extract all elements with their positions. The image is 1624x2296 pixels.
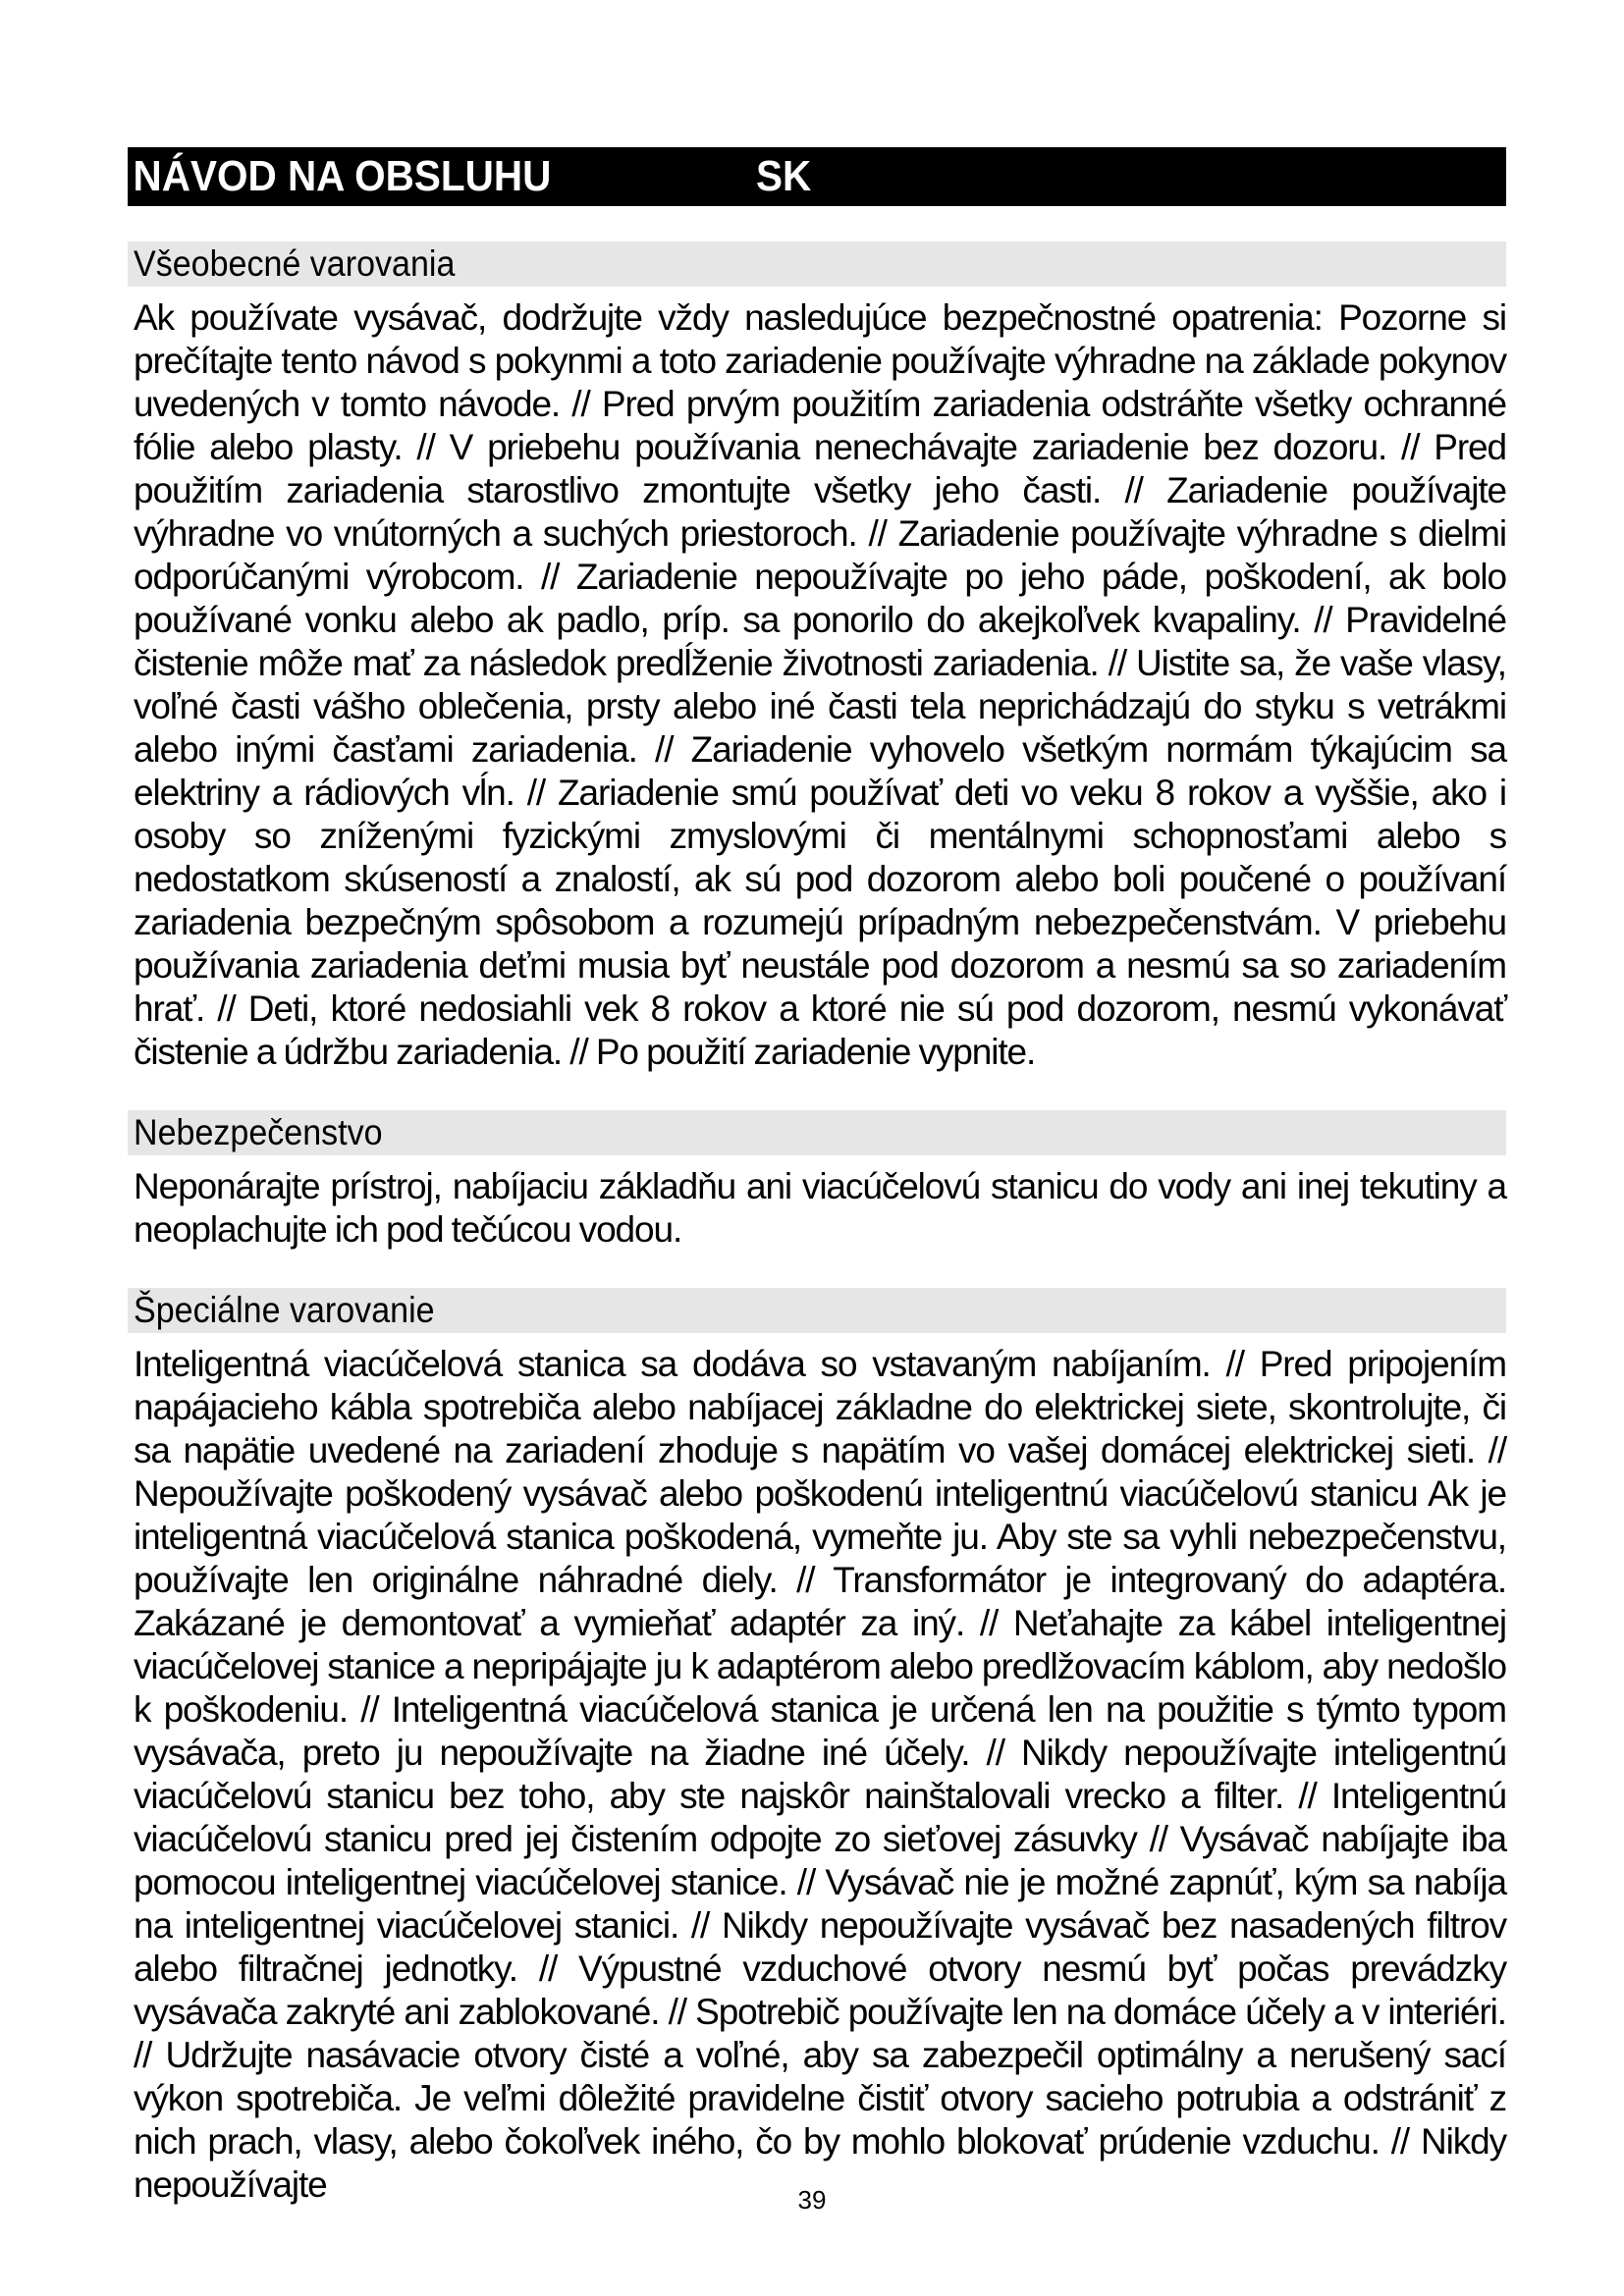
- section-body-general-warnings: Ak používate vysávač, dodržujte vždy nasledujúce bezpečnostné opatrenia: Pozorne si prečítajte tento návod s pokynmi a toto zariadenie používajte výhradne na základe pokynov uvedených v tomto návode. // Pred prvým použitím zariadenia odstráňte všetky ochranné fólie alebo plasty. // V priebehu používania nenechávajte zariadenie bez dozoru. // Pred použitím zariadenia starostlivo zmontujte všetky jeho časti. // Zariadenie používajte výhradne vo vnútorných a suchých priestoroch. // Zariadenie používajte výhradne s dielmi odporúčanými výrobcom. // Zariadenie nepoužívajte po jeho páde, poškodení, ak bolo používané vonku alebo ak padlo, príp. sa ponorilo do akejkoľvek kvapaliny. // Pravidelné čistenie môže mať za následok predĺženie životnosti zariadenia. // Uistite sa, že vaše vlasy, voľné časti vášho oblečenia, prsty alebo iné časti tela neprichádzajú do styku s vetrákmi alebo inými časťami zariadenia. // Zariadenie vyhovelo všetkým normám týkajúcim sa elektriny a rádiových vĺn. // Zariadenie smú používať deti vo veku 8 rokov a vyššie, ako i osoby so zníženými fyzickými zmyslovými či mentálnymi schopnosťami alebo s nedostatkom skúseností a znalostí, ak sú pod dozorom alebo boli poučené o používaní zariadenia bezpečným spôsobom a rozumejú prípadným nebezpečenstvám. V priebehu používania zariadenia deťmi musia byť neustále pod dozorom a nesmú sa so zariadením hrať. // Deti, ktoré nedosiahli vek 8 rokov a ktoré nie sú pod dozorom, nesmú vykonávať čistenie a údržbu zariadenia. // Po použití zariadenie vypnite.: [134, 297, 1506, 1072]
- section-heading-text: Nebezpečenstvo: [134, 1112, 383, 1152]
- language-code: SK: [756, 152, 812, 200]
- section-body-special-warning: Inteligentná viacúčelová stanica sa dodáva so vstavaným nabíjaním. // Pred pripojením napájacieho kábla spotrebiča alebo nabíjacej základne do elektrickej siete, skontrolujte, či sa napätie uvedené na zariadení zhoduje s napätím vo vašej domácej elektrickej sieti. // Nepoužívajte poškodený vysávač alebo poškodenú inteligentnú viacúčelovú stanicu Ak je inteligentná viacúčelová stanica poškodená, vymeňte ju. Aby ste sa vyhli nebezpečenstvu, používajte len originálne náhradné diely. // Transformátor je integrovaný do adaptéra. Zakázané je demontovať a vymieňať adaptér za iný. // Neťahajte za kábel inteligentnej viacúčelovej stanice a nepripájajte ju k adaptérom alebo predlžovacím káblom, aby nedošlo k poškodeniu. // Inteligentná viacúčelová stanica je určená len na použitie s týmto typom vysávača, preto ju nepoužívajte na žiadne iné účely. // Nikdy nepoužívajte inteligentnú viacúčelovú stanicu bez toho, aby ste najskôr nainštalovali vrecko a filter. // Inteligentnú viacúčelovú stanicu pred jej čistením odpojte zo sieťovej zásuvky // Vysávač nabíjajte iba pomocou inteligentnej viacúčelovej stanice. // Vysávač nie je možné zapnúť, kým sa nabíja na inteligentnej viacúčelovej stanici. // Nikdy nepoužívajte vysávač bez nasadených filtrov alebo filtračnej jednotky. // Výpustné vzduchové otvory nesmú byť počas prevádzky vysávača zakryté ani zablokované. // Spotrebič používajte len na domáce účely a v interiéri. // Udržujte nasávacie otvory čisté a voľné, aby sa zabezpečil optimálny a nerušený sací výkon spotrebiča. Je veľmi dôležité pravidelne čistiť otvory sacieho potrubia a odstrániť z nich prach, vlasy, alebo čokoľvek iného, čo by mohlo blokovať prúdenie vzduchu. // Nikdy nepoužívajte: [134, 1344, 1506, 2205]
- section-body-danger: Neponárajte prístroj, nabíjaciu základňu ani viacúčelovú stanicu do vody ani inej tekutiny a neoplachujte ich pod tečúcou vodou.: [134, 1166, 1506, 1250]
- manual-header-bar: [128, 147, 1506, 206]
- section-heading-danger: [128, 1110, 1506, 1155]
- page-content: [128, 147, 1506, 2207]
- manual-title: NÁVOD NA OBSLUHU: [133, 152, 552, 200]
- section-heading-special-warning: [128, 1288, 1506, 1333]
- section-heading-text: Všeobecné varovania: [134, 243, 456, 284]
- page-number: 39: [797, 2185, 827, 2215]
- section-heading-general-warnings: [128, 241, 1506, 287]
- section-heading-text: Špeciálne varovanie: [134, 1290, 435, 1330]
